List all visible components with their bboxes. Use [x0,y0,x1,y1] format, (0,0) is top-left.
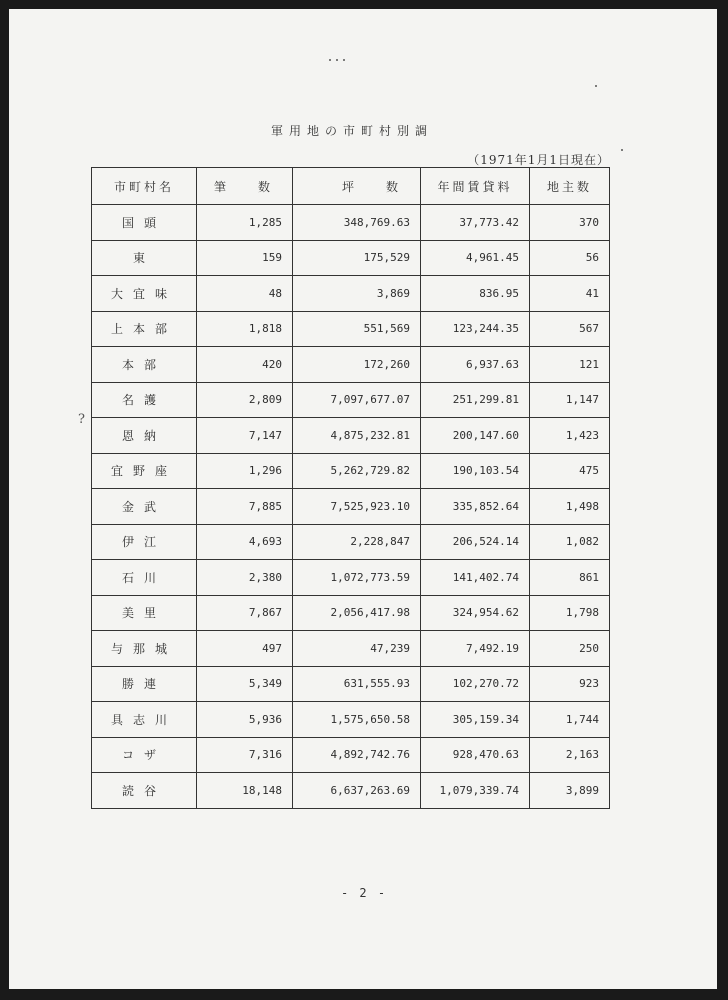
cell-landowner-count: 56 [530,240,610,276]
cell-municipality: 恩納 [92,418,197,454]
cell-landowner-count: 250 [530,631,610,667]
table-row [92,205,610,241]
cell-tsubo-area: 348,769.63 [293,205,421,241]
cell-annual-rent: 1,079,339.74 [421,773,530,809]
date-note: （1971年1月1日現在） [467,153,610,167]
cell-annual-rent: 4,961.45 [421,240,530,276]
cell-municipality: 本部 [92,347,197,383]
header-municipality: 市町村名 [92,168,197,205]
cell-tsubo-area: 1,575,650.58 [293,702,421,738]
cell-tsubo-area: 631,555.93 [293,666,421,702]
cell-landowner-count: 3,899 [530,773,610,809]
table-row [92,595,610,631]
cell-landowner-count: 1,147 [530,382,610,418]
military-land-table [91,167,610,809]
table-header-row [92,168,610,205]
table-row [92,560,610,596]
cell-lot-count: 420 [197,347,293,383]
cell-annual-rent: 324,954.62 [421,595,530,631]
cell-landowner-count: 41 [530,276,610,312]
scan-speck [343,59,345,61]
table-row [92,773,610,809]
cell-annual-rent: 37,773.42 [421,205,530,241]
page-number: - 2 - [340,886,388,900]
table-row [92,453,610,489]
scan-speck [329,59,331,61]
cell-annual-rent: 305,159.34 [421,702,530,738]
cell-landowner-count: 1,423 [530,418,610,454]
cell-tsubo-area: 47,239 [293,631,421,667]
cell-landowner-count: 1,798 [530,595,610,631]
cell-municipality: 与那城 [92,631,197,667]
cell-lot-count: 1,285 [197,205,293,241]
cell-municipality: 具志川 [92,702,197,738]
cell-lot-count: 7,316 [197,737,293,773]
cell-annual-rent: 206,524.14 [421,524,530,560]
cell-lot-count: 497 [197,631,293,667]
cell-lot-count: 7,867 [197,595,293,631]
cell-tsubo-area: 7,097,677.07 [293,382,421,418]
cell-lot-count: 159 [197,240,293,276]
cell-annual-rent: 102,270.72 [421,666,530,702]
cell-annual-rent: 335,852.64 [421,489,530,525]
cell-municipality: 国頭 [92,205,197,241]
scan-speck [336,59,338,61]
cell-lot-count: 5,349 [197,666,293,702]
cell-municipality: 勝連 [92,666,197,702]
cell-annual-rent: 6,937.63 [421,347,530,383]
cell-municipality: コザ [92,737,197,773]
cell-municipality: 伊江 [92,524,197,560]
cell-lot-count: 18,148 [197,773,293,809]
table-row [92,382,610,418]
cell-lot-count: 2,809 [197,382,293,418]
cell-lot-count: 5,936 [197,702,293,738]
cell-municipality: 読谷 [92,773,197,809]
table-row [92,489,610,525]
header-lot-count: 筆 数 [197,168,293,205]
cell-tsubo-area: 175,529 [293,240,421,276]
cell-tsubo-area: 551,569 [293,311,421,347]
cell-landowner-count: 475 [530,453,610,489]
cell-tsubo-area: 7,525,923.10 [293,489,421,525]
table-row [92,702,610,738]
cell-tsubo-area: 1,072,773.59 [293,560,421,596]
cell-lot-count: 1,296 [197,453,293,489]
cell-municipality: 大宜味 [92,276,197,312]
cell-tsubo-area: 4,892,742.76 [293,737,421,773]
cell-landowner-count: 1,082 [530,524,610,560]
document-title: 軍用地の市町村別調 [270,124,433,138]
scan-speck [595,85,597,87]
cell-lot-count: 7,147 [197,418,293,454]
cell-annual-rent: 7,492.19 [421,631,530,667]
cell-municipality: 石川 [92,560,197,596]
cell-tsubo-area: 2,056,417.98 [293,595,421,631]
cell-annual-rent: 928,470.63 [421,737,530,773]
cell-annual-rent: 190,103.54 [421,453,530,489]
table-row [92,737,610,773]
cell-annual-rent: 123,244.35 [421,311,530,347]
table-row [92,276,610,312]
cell-annual-rent: 200,147.60 [421,418,530,454]
cell-lot-count: 48 [197,276,293,312]
header-tsubo-area: 坪 数 [293,168,421,205]
cell-tsubo-area: 2,228,847 [293,524,421,560]
table-body [92,205,610,809]
cell-landowner-count: 121 [530,347,610,383]
cell-municipality: 金武 [92,489,197,525]
table-row [92,524,610,560]
header-landowner-count: 地主数 [530,168,610,205]
cell-lot-count: 7,885 [197,489,293,525]
cell-landowner-count: 861 [530,560,610,596]
table-row [92,631,610,667]
cell-tsubo-area: 3,869 [293,276,421,312]
cell-municipality: 宜野座 [92,453,197,489]
header-annual-rent: 年間賃貸料 [421,168,530,205]
cell-landowner-count: 567 [530,311,610,347]
table-row [92,418,610,454]
scan-speck [621,149,623,151]
table-row [92,666,610,702]
cell-landowner-count: 1,498 [530,489,610,525]
cell-lot-count: 1,818 [197,311,293,347]
cell-municipality: 美里 [92,595,197,631]
cell-annual-rent: 141,402.74 [421,560,530,596]
table-row [92,240,610,276]
cell-municipality: 東 [92,240,197,276]
cell-tsubo-area: 4,875,232.81 [293,418,421,454]
table-row [92,347,610,383]
margin-question-mark: ? [78,412,85,427]
cell-tsubo-area: 172,260 [293,347,421,383]
cell-landowner-count: 370 [530,205,610,241]
cell-landowner-count: 2,163 [530,737,610,773]
cell-lot-count: 2,380 [197,560,293,596]
cell-landowner-count: 923 [530,666,610,702]
cell-municipality: 上本部 [92,311,197,347]
cell-annual-rent: 251,299.81 [421,382,530,418]
cell-tsubo-area: 6,637,263.69 [293,773,421,809]
cell-municipality: 名護 [92,382,197,418]
cell-lot-count: 4,693 [197,524,293,560]
table-row [92,311,610,347]
cell-landowner-count: 1,744 [530,702,610,738]
cell-annual-rent: 836.95 [421,276,530,312]
cell-tsubo-area: 5,262,729.82 [293,453,421,489]
